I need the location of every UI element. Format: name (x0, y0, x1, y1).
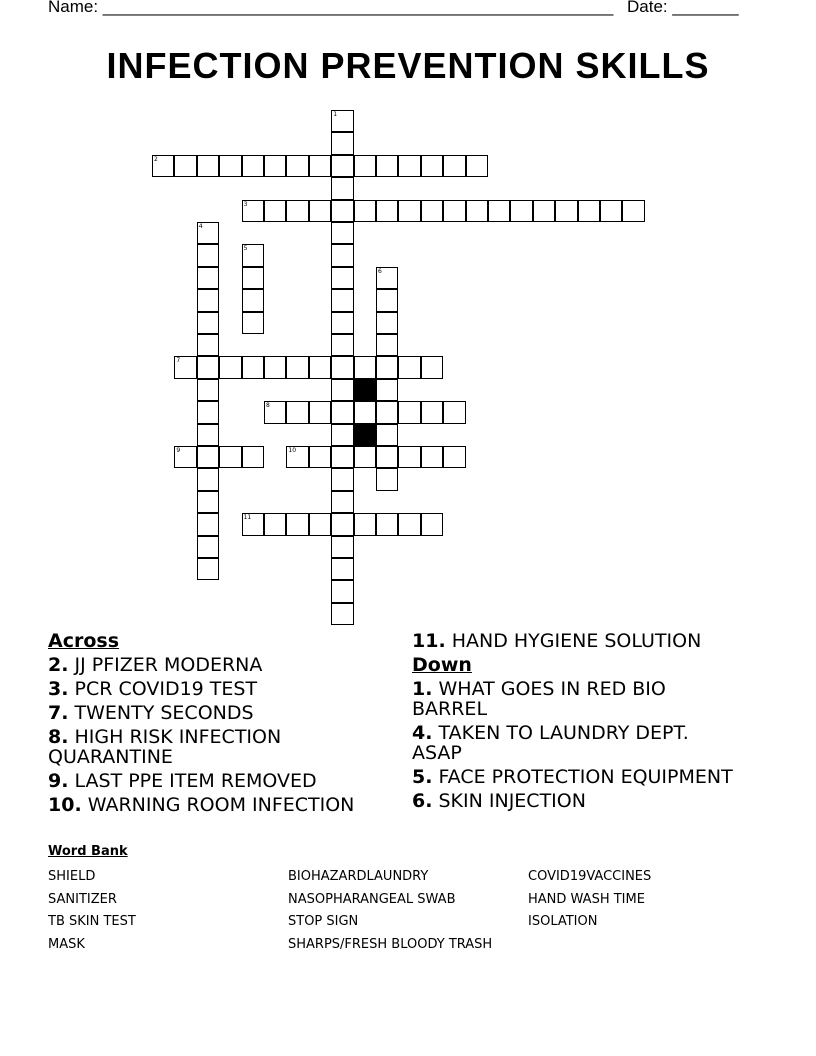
page-title: INFECTION PREVENTION SKILLS (106, 45, 710, 86)
grid-cell[interactable] (398, 356, 420, 378)
grid-cell[interactable] (331, 513, 353, 535)
grid-cell[interactable] (376, 401, 398, 423)
clue-number-label: 4 (198, 223, 203, 230)
clue-down-5 (412, 767, 742, 787)
word-bank-item: SHARPS/FRESH BLOODY TRASH (288, 937, 493, 953)
grid-cell[interactable] (331, 558, 353, 580)
grid-cell[interactable] (533, 200, 555, 222)
grid-cell[interactable] (376, 155, 398, 177)
grid-cell[interactable] (197, 491, 219, 513)
grid-cell[interactable] (309, 155, 331, 177)
word-bank-column-1 (48, 866, 136, 957)
word-bank-item: HAND WASH TIME (528, 891, 645, 907)
grid-cell[interactable] (443, 446, 465, 468)
grid-cell[interactable] (331, 356, 353, 378)
grid-cell[interactable] (286, 155, 308, 177)
word-bank-item: SHIELD (48, 869, 96, 884)
word-bank-item: STOP SIGN (288, 914, 359, 930)
clue-across-9 (48, 771, 393, 791)
grid-cell[interactable] (354, 200, 376, 222)
grid-cell[interactable] (331, 468, 353, 490)
grid-cell[interactable] (197, 289, 219, 311)
clue-text: TAKEN TO LAUNDRY DEPT. ASAP (412, 722, 689, 764)
grid-cell[interactable] (309, 401, 331, 423)
grid-cell[interactable] (331, 401, 353, 423)
grid-cell[interactable] (376, 446, 398, 468)
name-field-label: Name: ______________________________________________________ (48, 0, 614, 16)
grid-cell[interactable] (421, 200, 443, 222)
grid-cell[interactable] (286, 200, 308, 222)
grid-cell[interactable] (197, 446, 219, 468)
clue-text: LAST PPE ITEM REMOVED (74, 770, 317, 792)
grid-cell[interactable] (331, 603, 353, 625)
grid-cell[interactable] (331, 289, 353, 311)
grid-cell[interactable] (555, 200, 577, 222)
grid-cell[interactable] (376, 334, 398, 356)
clues-left-column (48, 631, 393, 819)
clue-text: WARNING ROOM INFECTION (87, 794, 355, 816)
word-bank-item: ISOLATION (528, 914, 598, 930)
grid-cell[interactable] (466, 155, 488, 177)
grid-cell[interactable] (354, 446, 376, 468)
grid-cell[interactable] (421, 401, 443, 423)
clue-number-label: 5 (243, 245, 248, 253)
clue-number: 1. (412, 678, 433, 700)
grid-cell[interactable] (421, 513, 443, 535)
clue-down-4 (412, 723, 742, 763)
clue-number: 4. (412, 722, 433, 744)
grid-cell[interactable] (197, 244, 219, 266)
clue-number: 3. (48, 678, 69, 700)
clue-across-7 (48, 703, 393, 723)
grid-cell[interactable] (510, 200, 532, 222)
clue-number: 5. (412, 766, 433, 788)
clue-text: SKIN INJECTION (438, 790, 586, 812)
clue-text: HIGH RISK INFECTION QUARANTINE (48, 726, 282, 768)
grid-cell[interactable] (264, 513, 286, 535)
clue-number-label: 11 (243, 514, 252, 522)
grid-cell[interactable] (286, 356, 308, 378)
clue-text: HAND HYGIENE SOLUTION (451, 630, 702, 652)
grid-cell[interactable] (242, 312, 264, 334)
clue-down-1 (412, 679, 742, 719)
grid-cell[interactable] (331, 177, 353, 199)
grid-cell[interactable] (331, 379, 353, 401)
grid-cell[interactable] (398, 401, 420, 423)
grid-cell[interactable] (376, 289, 398, 311)
grid-cell[interactable] (331, 446, 353, 468)
grid-cell[interactable] (331, 424, 353, 446)
clue-across-3 (48, 679, 393, 699)
grid-cell[interactable] (264, 200, 286, 222)
grid-cell[interactable] (197, 312, 219, 334)
grid-cell[interactable] (197, 379, 219, 401)
grid-cell[interactable] (309, 200, 331, 222)
grid-cell[interactable] (264, 155, 286, 177)
word-bank-title: Word Bank (48, 844, 128, 859)
grid-cell[interactable] (466, 200, 488, 222)
grid-cell[interactable] (354, 356, 376, 378)
clue-text: PCR COVID19 TEST (74, 678, 258, 700)
grid-cell[interactable] (197, 536, 219, 558)
word-bank-item: MASK (48, 937, 85, 953)
grid-cell[interactable] (421, 155, 443, 177)
grid-cell[interactable] (197, 558, 219, 580)
grid-cell[interactable] (197, 334, 219, 356)
grid-cell[interactable] (174, 155, 196, 177)
grid-cell[interactable] (219, 446, 241, 468)
grid-cell[interactable] (197, 356, 219, 378)
date-field-label: Date: _______ (627, 0, 739, 16)
grid-cell[interactable] (354, 401, 376, 423)
grid-cell[interactable] (421, 356, 443, 378)
grid-cell[interactable] (264, 356, 286, 378)
clue-number-label: 10 (288, 447, 297, 454)
clue-number: 11. (412, 630, 446, 652)
word-bank-item: COVID19VACCINES (528, 869, 652, 884)
grid-cell[interactable] (443, 155, 465, 177)
grid-cell[interactable] (398, 200, 420, 222)
grid-cell[interactable] (197, 401, 219, 423)
grid-cell[interactable] (242, 356, 264, 378)
grid-cell[interactable] (219, 356, 241, 378)
grid-cell[interactable] (197, 267, 219, 289)
grid-cell[interactable] (443, 401, 465, 423)
clue-text: TWENTY SECONDS (74, 702, 254, 724)
grid-cell[interactable] (622, 200, 644, 222)
grid-cell[interactable] (600, 200, 622, 222)
clue-number: 2. (48, 654, 69, 676)
grid-cell[interactable] (398, 446, 420, 468)
grid-cell[interactable] (331, 536, 353, 558)
grid-cell[interactable] (331, 244, 353, 266)
grid-cell[interactable] (376, 356, 398, 378)
grid-cell[interactable] (242, 446, 264, 468)
grid-cell[interactable] (219, 155, 241, 177)
grid-cell[interactable] (398, 155, 420, 177)
grid-cell[interactable] (286, 401, 308, 423)
clue-number-label: 1 (333, 111, 338, 118)
clue-number: 7. (48, 702, 69, 724)
across-heading: Across (48, 630, 120, 652)
grid-cell[interactable] (376, 424, 398, 446)
clue-down-6 (412, 791, 742, 811)
grid-cell[interactable] (197, 424, 219, 446)
clue-number-label: 7 (176, 357, 181, 365)
word-bank-item: TB SKIN TEST (48, 914, 136, 930)
grid-cell[interactable] (443, 200, 465, 222)
clue-number: 8. (48, 726, 69, 748)
grid-cell[interactable] (197, 155, 219, 177)
grid-cell[interactable] (376, 200, 398, 222)
grid-cell[interactable] (578, 200, 600, 222)
grid-cell[interactable] (376, 468, 398, 490)
grid-cell[interactable] (331, 491, 353, 513)
grid-cell[interactable] (376, 379, 398, 401)
grid-cell[interactable] (354, 155, 376, 177)
grid-cell[interactable] (331, 334, 353, 356)
clue-text: WHAT GOES IN RED BIO BARREL (412, 678, 666, 720)
grid-cell[interactable] (242, 155, 264, 177)
clue-across-2 (48, 655, 393, 675)
grid-cell[interactable] (331, 267, 353, 289)
clue-number-label: 3 (243, 200, 248, 208)
clue-number: 9. (48, 770, 69, 792)
clue-across-11 (412, 631, 742, 651)
grid-cell[interactable] (309, 513, 331, 535)
grid-cell[interactable] (376, 513, 398, 535)
clue-number-label: 6 (378, 267, 382, 275)
word-bank-column-2 (288, 866, 492, 957)
grid-cell[interactable] (242, 289, 264, 311)
grid-cell[interactable] (197, 468, 219, 490)
grid-cell[interactable] (242, 267, 264, 289)
clue-across-10 (48, 795, 393, 815)
grid-cell[interactable] (331, 155, 353, 177)
grid-cell[interactable] (398, 513, 420, 535)
clue-text: JJ PFIZER MODERNA (74, 654, 263, 676)
clue-number: 10. (48, 794, 82, 816)
grid-cell[interactable] (354, 513, 376, 535)
grid-cell[interactable] (488, 200, 510, 222)
grid-cell[interactable] (331, 200, 353, 222)
clue-number-label: 9 (176, 447, 181, 454)
grid-cell[interactable] (331, 580, 353, 602)
grid-cell[interactable] (309, 356, 331, 378)
clue-number-label: 2 (154, 155, 158, 163)
grid-cell[interactable] (421, 446, 443, 468)
grid-block (354, 424, 376, 446)
grid-block (354, 379, 376, 401)
word-bank-item: SANITIZER (48, 891, 117, 907)
grid-cell[interactable] (331, 312, 353, 334)
word-bank-item: NASOPHARANGEAL SWAB (288, 891, 456, 907)
grid-cell[interactable] (309, 446, 331, 468)
grid-cell[interactable] (331, 222, 353, 244)
word-bank-column-3 (528, 866, 651, 934)
clue-number: 6. (412, 790, 433, 812)
clue-number-label: 8 (266, 402, 270, 410)
grid-cell[interactable] (197, 513, 219, 535)
word-bank-item: BIOHAZARDLAUNDRY (288, 869, 429, 884)
clue-text: FACE PROTECTION EQUIPMENT (438, 766, 733, 788)
clues-right-column (412, 631, 742, 815)
grid-cell[interactable] (376, 312, 398, 334)
down-heading: Down (412, 654, 472, 676)
grid-cell[interactable] (331, 132, 353, 154)
clue-across-8 (48, 727, 393, 767)
grid-cell[interactable] (286, 513, 308, 535)
